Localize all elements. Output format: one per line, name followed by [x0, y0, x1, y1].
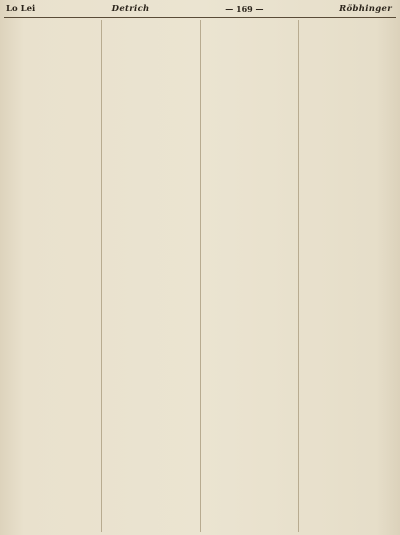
directory-columns	[4, 20, 396, 532]
header-last-name: Röbhinger	[339, 4, 392, 14]
header-first-name: Detrich	[111, 4, 150, 14]
header-rule	[4, 17, 396, 18]
column-4	[299, 20, 396, 532]
header-left-text: Lo Lei	[6, 4, 36, 14]
column-3	[201, 20, 299, 532]
page-header	[0, 0, 400, 18]
page-number: — 169 —	[225, 4, 264, 14]
column-1	[4, 20, 102, 532]
column-2	[102, 20, 200, 532]
